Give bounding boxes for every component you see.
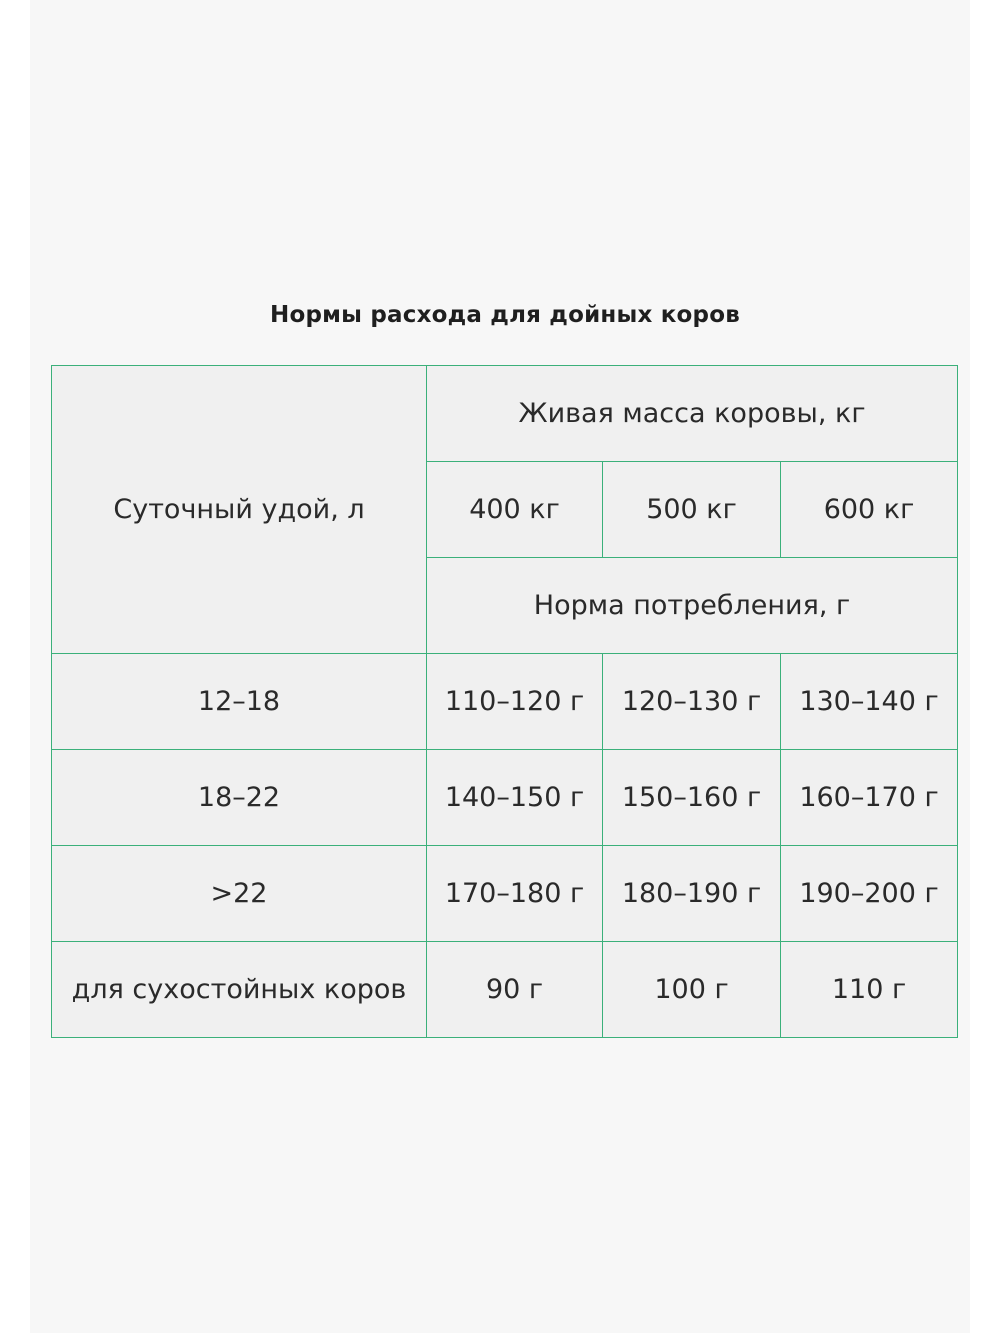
value-cell: 120–130 г: [603, 654, 781, 750]
value-cell: 160–170 г: [781, 750, 958, 846]
group-header-cell: Живая масса коровы, кг: [427, 366, 958, 462]
table-title: Нормы расхода для дойных коров: [270, 302, 740, 328]
subheader-cell: Норма потребления, г: [427, 558, 958, 654]
weight-cell: 400 кг: [427, 462, 603, 558]
value-cell: 150–160 г: [603, 750, 781, 846]
value-cell: 170–180 г: [427, 846, 603, 942]
value-cell: 190–200 г: [781, 846, 958, 942]
value-cell: 110 г: [781, 942, 958, 1038]
value-cell: 140–150 г: [427, 750, 603, 846]
value-cell: 130–140 г: [781, 654, 958, 750]
yield-label-cell: 18–22: [52, 750, 427, 846]
table-row: [52, 654, 958, 750]
table-row: [52, 750, 958, 846]
value-cell: 180–190 г: [603, 846, 781, 942]
weight-cell: 500 кг: [603, 462, 781, 558]
yield-label-cell: 12–18: [52, 654, 427, 750]
table-row: [52, 942, 958, 1038]
value-cell: 90 г: [427, 942, 603, 1038]
value-cell: 100 г: [603, 942, 781, 1038]
header-row: [52, 366, 958, 462]
table-row: [52, 846, 958, 942]
yield-label-cell: >22: [52, 846, 427, 942]
value-cell: 110–120 г: [427, 654, 603, 750]
feeding-norms-table: [51, 365, 958, 1038]
yield-label-cell: для сухостойных коров: [52, 942, 427, 1038]
weight-cell: 600 кг: [781, 462, 958, 558]
row-header-cell: Суточный удой, л: [52, 366, 427, 654]
